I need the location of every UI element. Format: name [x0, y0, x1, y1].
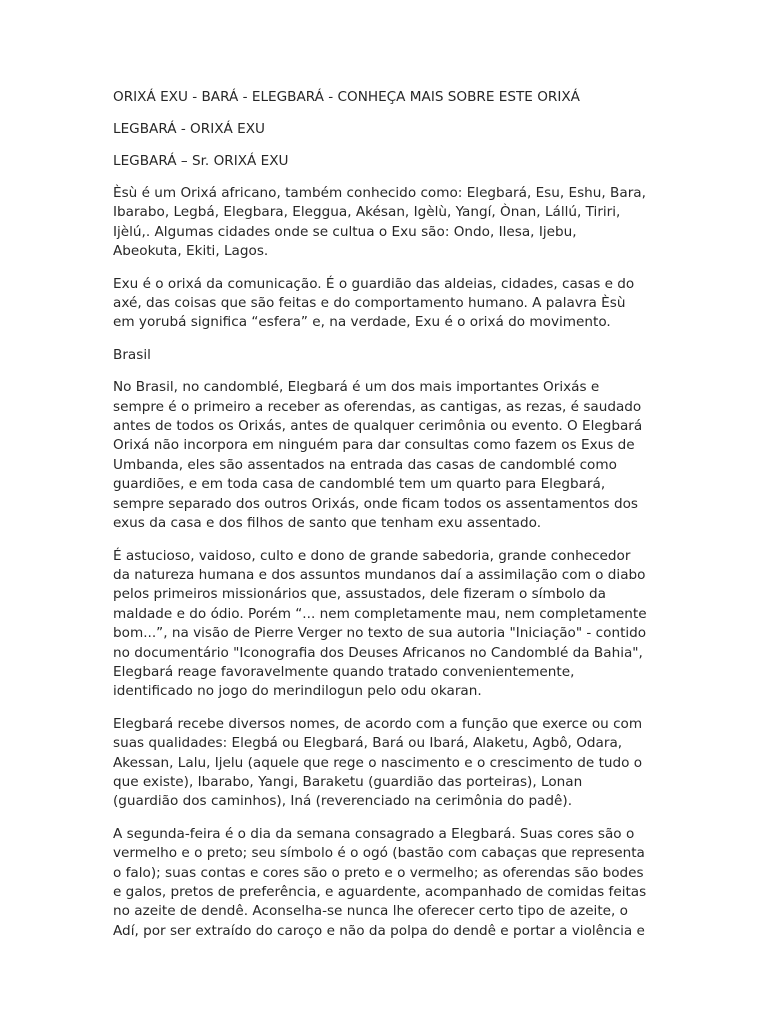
document-title: ORIXÁ EXU - BARÁ - ELEGBARÁ - CONHEÇA MAIS SOBRE ESTE ORIXÁ — [113, 89, 580, 105]
document-page — [113, 88, 658, 954]
paragraph-names: Elegbará recebe diversos nomes, de acordo com a função que exerce ou com suas qualidades: Elegbá ou Elegbará, Bará ou Ibará, Alaketu, Agbô, Odara, Akessan, Lalu, Ijelu (aquele que rege o nascimento e o crescimento de tudo o que existe), Ibarabo, Yangi, Baraketu (guardião das porteiras), Lonan (guardião dos caminhos), Iná (reverenciado na cerimônia do padê). — [113, 715, 643, 810]
document-subtitle-2: LEGBARÁ – Sr. ORIXÁ EXU — [113, 153, 289, 169]
document-subtitle-1: LEGBARÁ - ORIXÁ EXU — [113, 121, 266, 137]
paragraph-offerings: A segunda-feira é o dia da semana consagrado a Elegbará. Suas cores são o vermelho e o preto; seu símbolo é o ogó (bastão com cabaças que representa o falo); suas contas e cores são o preto e o vermelho; as oferendas são bodes e galos, pretos de preferência, e aguardente, acompanhado de comidas feitas no azeite de dendê. Aconselha-se nunca lhe oferecer certo tipo de azeite, o Adí, por ser extraído do caroço e não da polpa do dendê e portar a violência e — [113, 825, 647, 939]
section-heading-brasil: Brasil — [113, 346, 151, 363]
paragraph-aliases: Èsù é um Orixá africano, também conhecido como: Elegbará, Esu, Eshu, Bara, Ibarabo, Legbá, Elegbara, Eleggua, Akésan, Igèlù, Yangí, Ònan, Lállú, Tiriri, Ijèlú,. Algumas cidades onde se cultua o Exu são: Ondo, Ilesa, Ijebu, Abeokuta, Ekiti, Lagos. — [113, 185, 646, 260]
paragraph-character: É astucioso, vaidoso, culto e dono de grande sabedoria, grande conhecedor da natureza humana e dos assuntos mundanos daí a assimilação com o diabo pelos primeiros missionários que, assustados, dele fizeram o símbolo da maldade e do ódio. Porém “... nem completamente mau, nem completamente bom...”, na visão de Pierre Verger no texto de sua autoria "Iniciação" - contido no documentário "Iconografia dos Deuses Africanos no Candomblé da Bahia", Elegbará reage favoravelmente quando tratado convenientemente, identificado no jogo do merindilogun pelo odu okaran. — [113, 547, 647, 700]
paragraph-candomble: No Brasil, no candomblé, Elegbará é um dos mais importantes Orixás e sempre é o primeiro a receber as oferendas, as cantigas, as rezas, é saudado antes de todos os Orixás, antes de qualquer cerimônia ou evento. O Elegbará Orixá não incorpora em ninguém para dar consultas como fazem os Exus de Umbanda, eles são assentados na entrada das casas de candomblé como guardiões, e em toda casa de candomblé tem um quarto para Elegbará, sempre separado dos outros Orixás, onde ficam todos os assentamentos dos exus da casa e dos filhos de santo que tenham exu assentado. — [113, 379, 643, 532]
paragraph-communication: Exu é o orixá da comunicação. É o guardião das aldeias, cidades, casas e do axé, das coisas que são feitas e do comportamento humano. A palavra Èsù em yorubá significa “esfera” e, na verdade, Exu é o orixá do movimento. — [113, 275, 635, 331]
